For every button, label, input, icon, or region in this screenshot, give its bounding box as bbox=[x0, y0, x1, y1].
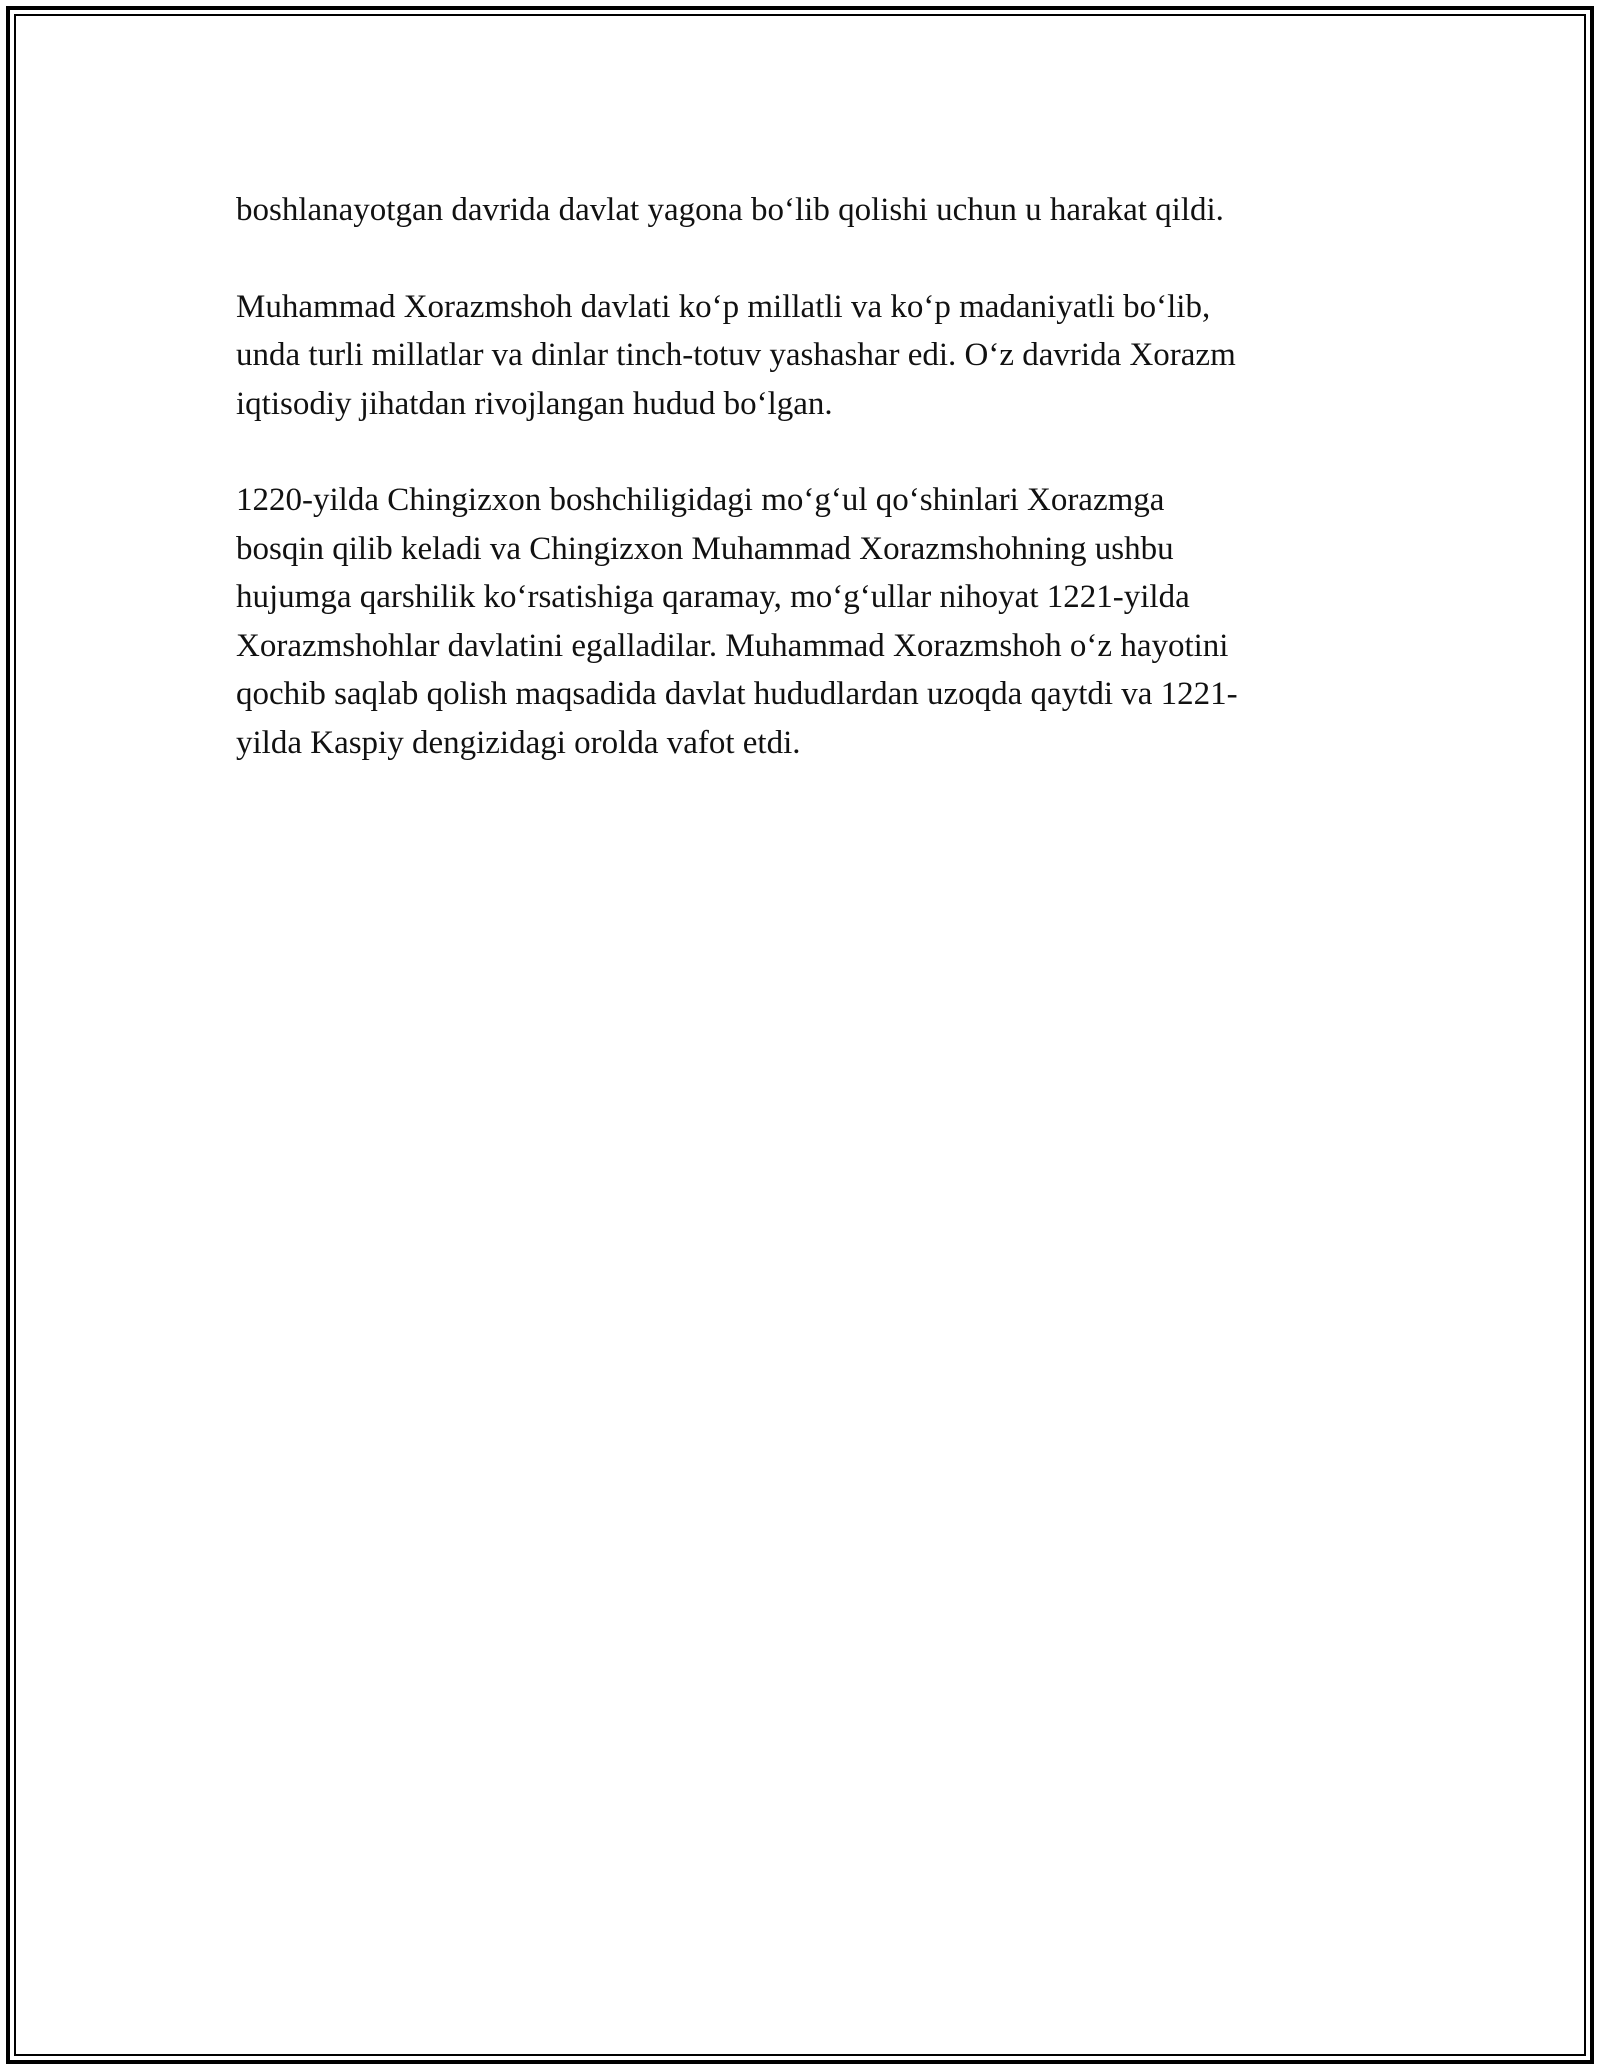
text-line: iqtisodiy jihatdan rivojlangan hudud bo‘lgan. bbox=[236, 385, 833, 422]
paragraph-1 bbox=[236, 186, 1366, 235]
text-line: qochib saqlab qolish maqsadida davlat hududlardan uzoqda qaytdi va 1221- bbox=[236, 676, 1238, 712]
text-line: hujumga qarshilik ko‘rsatishiga qaramay, mo‘g‘ullar nihoyat 1221-yilda bbox=[236, 579, 1190, 615]
text-line: Muhammad Xorazmshoh davlati ko‘p millatli va ko‘p madaniyatli bo‘lib, bbox=[236, 288, 1211, 325]
text-line: 1220-yilda Chingizxon boshchiligidagi mo‘g‘ul qo‘shinlari Xorazmga bbox=[236, 482, 1165, 518]
text-line: unda turli millatlar va dinlar tinch-totuv yashashar edi. O‘z davrida Xorazm bbox=[236, 337, 1236, 373]
text-line: Xorazmshohlar davlatini egalladilar. Muhammad Xorazmshoh o‘z hayotini bbox=[236, 627, 1229, 664]
text-line: bosqin qilib keladi va Chingizxon Muhammad Xorazmshohning ushbu bbox=[236, 530, 1174, 567]
text-line: boshlanayotgan davrida davlat yagona bo‘lib qolishi uchun u harakat qildi. bbox=[236, 192, 1224, 228]
text-line: yilda Kaspiy dengizidagi orolda vafot etdi. bbox=[236, 724, 801, 761]
paragraph-2 bbox=[236, 283, 1366, 429]
paragraph-3 bbox=[236, 476, 1366, 767]
document-body bbox=[236, 186, 1366, 815]
